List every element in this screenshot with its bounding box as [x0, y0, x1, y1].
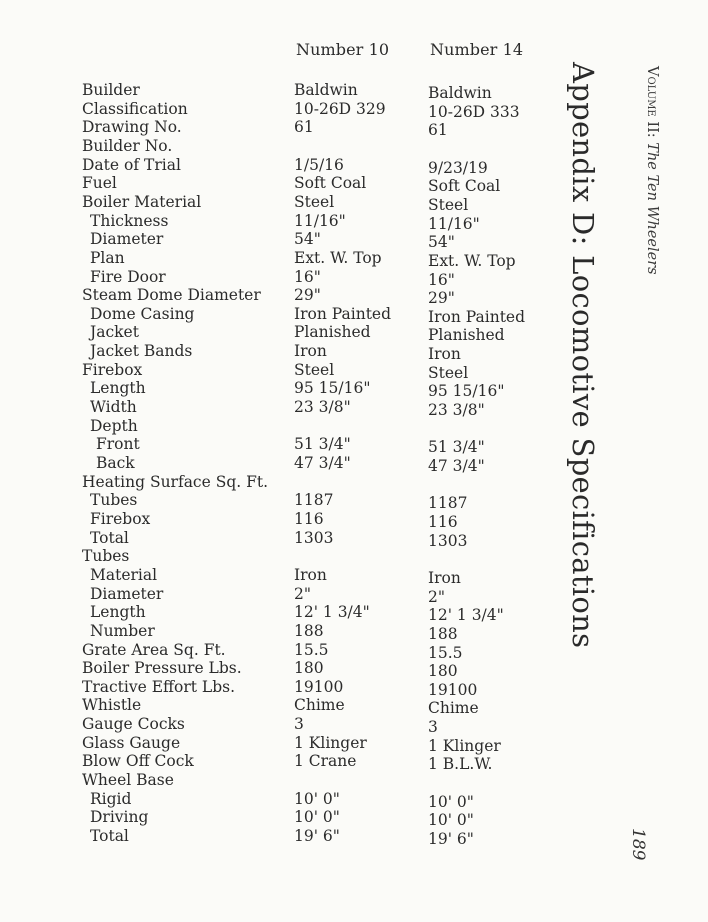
- spec-row: [0, 322, 540, 345]
- spec-label: Length: [90, 603, 146, 622]
- spec-label: Tubes: [90, 491, 138, 510]
- spec-value-number-10: Steel: [294, 360, 335, 379]
- spec-label: Jacket: [90, 323, 139, 342]
- spec-value-number-10: 10' 0": [294, 808, 340, 827]
- spec-row: [0, 546, 540, 566]
- spec-row: [0, 136, 540, 156]
- spec-value-number-14: 61: [428, 121, 448, 140]
- spec-label: Jacket Bands: [90, 342, 193, 361]
- spec-label: Tractive Effort Lbs.: [82, 677, 236, 696]
- spec-row: [0, 434, 540, 457]
- spec-row: [0, 211, 540, 231]
- spec-value-number-10: 1303: [294, 528, 334, 547]
- spec-row: [0, 416, 540, 436]
- spec-label: Fuel: [82, 174, 117, 193]
- volume-name: The Ten Wheelers: [644, 142, 660, 275]
- spec-value-number-10: Ext. W. Top: [294, 248, 382, 267]
- spec-row: [0, 472, 540, 492]
- spec-label: Wheel Base: [82, 771, 174, 790]
- spec-value-number-10: Iron Painted: [294, 304, 392, 323]
- spec-value-number-14: 11/16": [428, 214, 480, 233]
- spec-row: [0, 826, 540, 846]
- spec-value-number-10: 11/16": [294, 211, 346, 230]
- spec-value-number-14: 116: [428, 512, 458, 531]
- spec-label: Material: [90, 565, 158, 584]
- spec-value-number-14: 9/23/19: [428, 158, 488, 177]
- spec-row: [0, 173, 540, 196]
- spec-row: [0, 155, 540, 175]
- spec-row: [0, 378, 540, 401]
- spec-label: Diameter: [90, 230, 164, 249]
- spec-label: Width: [90, 398, 137, 417]
- spec-label: Dome Casing: [90, 304, 195, 323]
- spec-row: [0, 733, 540, 753]
- spec-value-number-10: 51 3/4": [294, 435, 351, 454]
- spec-value-number-10: 29": [294, 286, 321, 305]
- spec-label: Boiler Pressure Lbs.: [82, 659, 242, 678]
- spec-row: [0, 99, 540, 119]
- spec-value-number-10: 116: [294, 509, 324, 528]
- spec-label: Firebox: [82, 360, 143, 379]
- spec-value-number-14: 15.5: [428, 643, 463, 662]
- spec-value-number-14: 12' 1 3/4": [428, 606, 504, 625]
- spec-value-number-10: Iron: [294, 565, 327, 584]
- page-number: 189: [628, 828, 648, 861]
- spec-row: [0, 453, 540, 473]
- spec-label: Fire Door: [90, 267, 166, 286]
- spec-value-number-10: 2": [294, 584, 311, 603]
- spec-row: [0, 621, 540, 641]
- spec-value-number-10: 54": [294, 230, 321, 249]
- spec-row: [0, 490, 540, 513]
- spec-value-number-10: 180: [294, 659, 324, 678]
- spec-row: [0, 267, 540, 287]
- spec-value-number-14: Baldwin: [428, 84, 492, 102]
- spec-value-number-14: Steel: [428, 195, 469, 214]
- spec-value-number-14: 10-26D 333: [428, 102, 520, 121]
- spec-row: [0, 248, 540, 268]
- spec-value-number-10: 61: [294, 118, 314, 137]
- spec-value-number-10: 12' 1 3/4": [294, 603, 370, 622]
- spec-value-number-10: 10-26D 329: [294, 99, 386, 118]
- spec-value-number-14: Iron Painted: [428, 307, 526, 326]
- spec-row: [0, 770, 540, 790]
- spec-label: Boiler Material: [82, 192, 202, 211]
- spec-row: [0, 714, 540, 737]
- spec-value-number-14: 47 3/4": [428, 457, 485, 475]
- spec-value-number-10: Soft Coal: [294, 174, 367, 193]
- spec-value-number-10: 1 Crane: [294, 752, 357, 771]
- spec-value-number-14: 3: [428, 718, 438, 737]
- spec-row: [0, 807, 540, 830]
- spec-value-number-14: 51 3/4": [428, 438, 485, 457]
- column-header-number-14: Number 14: [430, 40, 524, 59]
- spec-value-number-14: 95 15/16": [428, 382, 505, 401]
- spec-row: [0, 602, 540, 625]
- spec-label: Steam Dome Diameter: [82, 286, 261, 305]
- spec-row: [0, 397, 540, 420]
- spec-row: [0, 751, 540, 774]
- spec-row: [0, 640, 540, 660]
- spec-value-number-14: 1 B.L.W.: [428, 755, 493, 774]
- spec-row: [0, 80, 540, 100]
- spec-label: Length: [90, 379, 146, 398]
- volume-prefix: Volume II:: [644, 66, 660, 138]
- appendix-title: Appendix D: Locomotive Specifications: [566, 62, 600, 649]
- spec-label: Total: [90, 528, 129, 547]
- spec-value-number-14: 19' 6": [428, 830, 474, 848]
- spec-value-number-14: Iron: [428, 568, 461, 587]
- spec-label: Thickness: [90, 211, 169, 230]
- spec-label: Tubes: [82, 547, 130, 566]
- spec-label: Firebox: [90, 509, 151, 528]
- spec-value-number-14: 16": [428, 270, 455, 289]
- spec-row: [0, 117, 540, 140]
- spec-value-number-14: 54": [428, 233, 455, 252]
- spec-label: Blow Off Cock: [82, 752, 194, 771]
- spec-row: [0, 285, 540, 308]
- spec-value-number-14: 2": [428, 587, 445, 606]
- spec-value-number-10: 19100: [294, 677, 344, 696]
- spec-value-number-10: 16": [294, 267, 321, 286]
- spec-value-number-14: 180: [428, 662, 458, 681]
- spec-label: Rigid: [90, 789, 132, 808]
- spec-row: [0, 658, 540, 681]
- spec-value-number-14: Planished: [428, 326, 505, 345]
- spec-value-number-10: 15.5: [294, 640, 329, 659]
- running-header: [636, 66, 660, 306]
- spec-value-number-10: Planished: [294, 323, 371, 342]
- spec-label: Front: [96, 435, 140, 454]
- spec-label: Total: [90, 827, 129, 845]
- spec-label: Heating Surface Sq. Ft.: [82, 472, 269, 491]
- spec-row: [0, 565, 540, 585]
- spec-value-number-10: 10' 0": [294, 789, 340, 808]
- spec-value-number-14: 29": [428, 289, 455, 308]
- spec-label: Builder: [82, 81, 140, 99]
- spec-value-number-14: Steel: [428, 363, 469, 382]
- spec-row: [0, 360, 540, 380]
- spec-value-number-14: Iron: [428, 345, 461, 364]
- spec-value-number-10: Iron: [294, 342, 327, 361]
- spec-value-number-14: 1303: [428, 531, 468, 550]
- column-header-number-10: Number 10: [296, 40, 390, 59]
- spec-label: Back: [96, 454, 135, 472]
- spec-row: [0, 509, 540, 529]
- spec-value-number-10: 1187: [294, 491, 334, 510]
- spec-value-number-10: 1/5/16: [294, 155, 344, 174]
- spec-value-number-10: Steel: [294, 192, 335, 211]
- spec-value-number-10: 95 15/16": [294, 379, 371, 398]
- spec-value-number-10: Chime: [294, 696, 345, 715]
- spec-label: Whistle: [82, 696, 142, 715]
- spec-label: Gauge Cocks: [82, 715, 185, 734]
- spec-label: Date of Trial: [82, 155, 181, 174]
- spec-value-number-10: 1 Klinger: [294, 733, 367, 752]
- spec-value-number-14: Ext. W. Top: [428, 251, 516, 270]
- spec-row: [0, 229, 540, 252]
- spec-row: [0, 341, 540, 364]
- spec-label: Driving: [90, 808, 149, 827]
- spec-value-number-14: 188: [428, 624, 458, 643]
- spec-value-number-10: 3: [294, 715, 304, 734]
- spec-label: Builder No.: [82, 136, 173, 155]
- spec-value-number-14: Soft Coal: [428, 177, 501, 196]
- spec-value-number-10: Baldwin: [294, 81, 358, 99]
- spec-label: Plan: [90, 248, 125, 267]
- spec-value-number-14: 19100: [428, 680, 478, 699]
- spec-value-number-14: 1 Klinger: [428, 736, 501, 755]
- spec-value-number-10: 188: [294, 621, 324, 640]
- spec-value-number-14: 23 3/8": [428, 401, 485, 420]
- spec-label: Classification: [82, 99, 188, 118]
- spec-value-number-14: Chime: [428, 699, 479, 718]
- spec-label: Drawing No.: [82, 118, 182, 137]
- spec-value-number-10: 23 3/8": [294, 398, 351, 417]
- spec-label: Grate Area Sq. Ft.: [82, 640, 226, 659]
- spec-label: Glass Gauge: [82, 733, 181, 752]
- spec-value-number-10: 47 3/4": [294, 454, 351, 472]
- spec-row: [0, 304, 540, 324]
- spec-value-number-10: 19' 6": [294, 827, 340, 845]
- spec-row: [0, 677, 540, 697]
- spec-value-number-14: 1187: [428, 494, 468, 513]
- spec-row: [0, 528, 540, 548]
- spec-value-number-14: 10' 0": [428, 792, 474, 811]
- spec-row: [0, 789, 540, 809]
- spec-label: Number: [90, 621, 155, 640]
- spec-row: [0, 192, 540, 212]
- spec-label: Diameter: [90, 584, 164, 603]
- spec-row: [0, 695, 540, 718]
- spec-label: Depth: [90, 416, 138, 435]
- spec-row: [0, 584, 540, 604]
- spec-value-number-14: 10' 0": [428, 811, 474, 830]
